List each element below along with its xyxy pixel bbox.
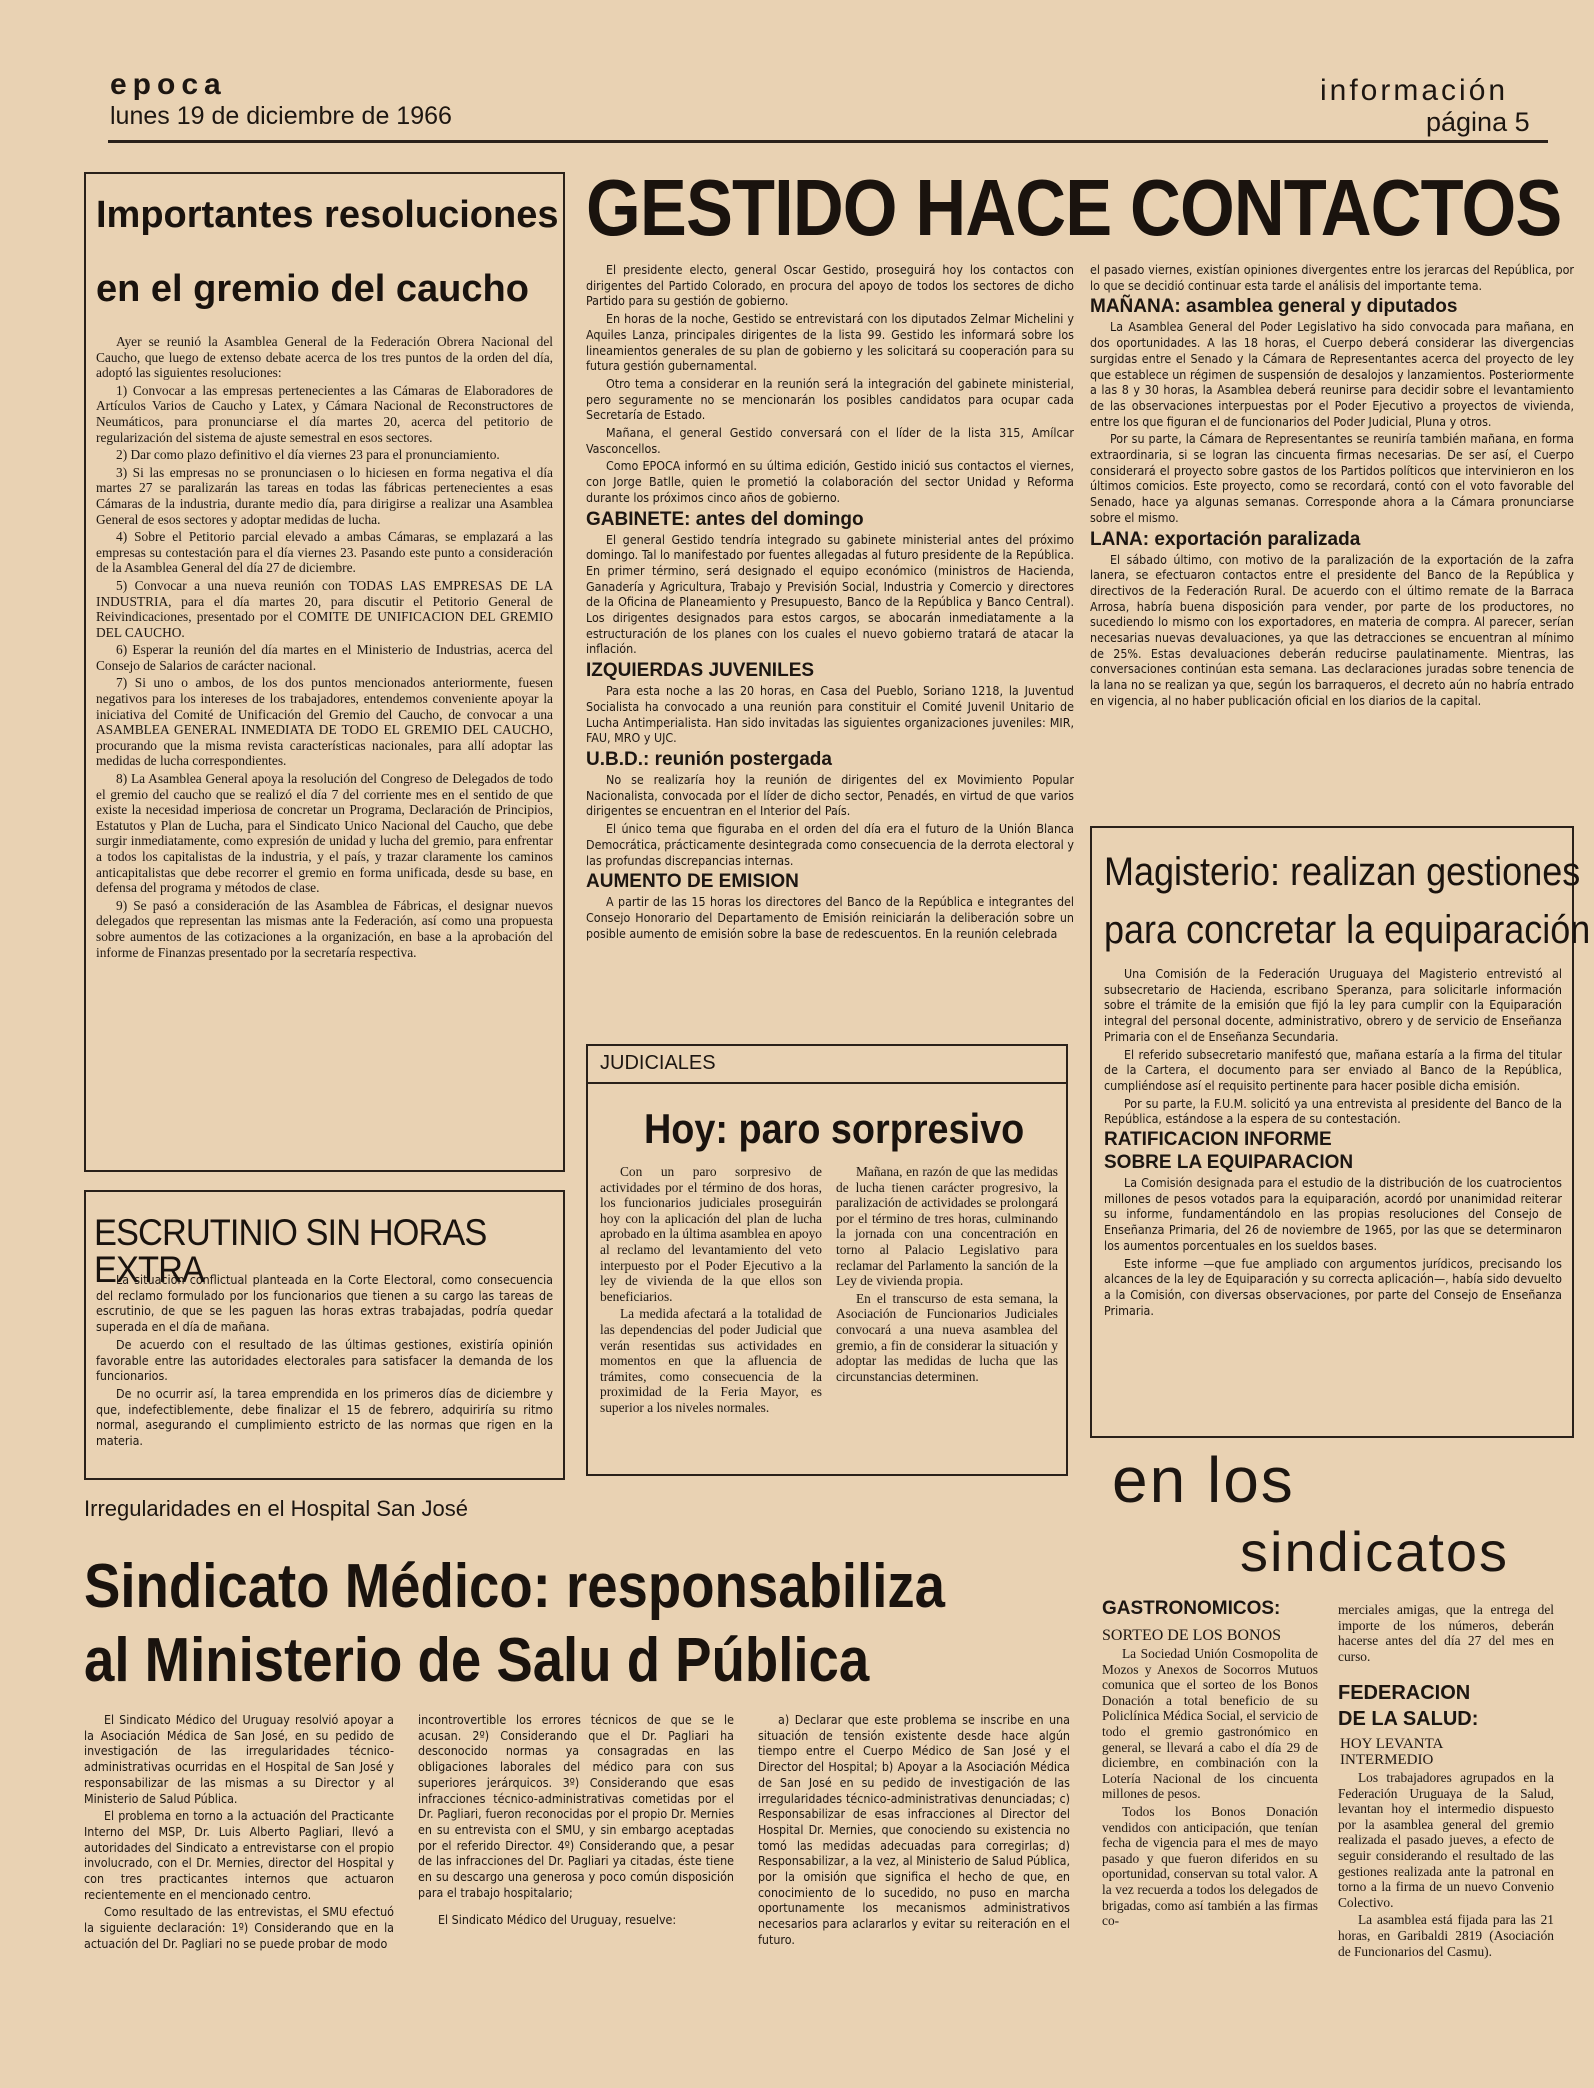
- gestido-subheading: GABINETE: antes del domingo: [586, 508, 864, 530]
- medico-column-3: [758, 1712, 1070, 2052]
- gastronomicos-column-2: [1338, 1602, 1554, 1678]
- medico-paragraph: El problema en torno a la actuación del Practicante Interno del MSP, Dr. Luis Alberto Pagliari, llevó a autoridades del Sindicato a entrevistarse con el propio involucrado, con el Dr. Mernies, director del Hospital y con tres practicantes internos que actuaron recientemente en el mencionado centro.: [84, 1808, 394, 1902]
- gastronomicos-column-1: [1102, 1646, 1318, 2026]
- magisterio-paragraph: El referido subsecretario manifestó que, mañana estaría a la firma del titular de la Cartera, el documento para ser enviado al Banco de la República, cumpliéndose así el requisito pertinente para hacer posible dicha emisión.: [1104, 1046, 1562, 1093]
- gastronomicos-paragraph: La Sociedad Unión Cosmopolita de Mozos y Anexos de Socorros Mutuos comunica que el sorteo de los Bonos Donación a total beneficio de su Policlínica Médica Social, el servicio de todo el gremio gastronómico en general, se llevará a cabo el día 29 de diciembre, en combinación con la Lotería Nacional de los cincuenta millones de pesos.: [1102, 1646, 1318, 1802]
- magisterio-article-box: [1090, 826, 1591, 1438]
- escrutinio-paragraph: La situación conflictual planteada en la Corte Electoral, como consecuencia del reclamo formulado por los funcionarios que tienen a su cargo las tareas de escrutinio, de que se les paguen las horas extras trabajadas, podría quedar superada en el día de mañana.: [96, 1272, 553, 1335]
- issue-date: lunes 19 de diciembre de 1966: [110, 102, 452, 130]
- magisterio-paragraph: Este informe —que fue ampliado con argumentos jurídicos, precisando los alcances de la ley de Equiparación y su correcta aplicación—, había sido devuelto a la Comisión, con diversas observaciones, por parte del Consejo de Enseñanza Primaria.: [1104, 1255, 1562, 1318]
- judiciales-kicker-rule: [588, 1082, 1066, 1084]
- caucho-paragraph: Ayer se reunió la Asamblea General de la Federación Obrera Nacional del Caucho, que luego de extenso debate acerca de los tres puntos de la orden del día, adoptó las siguientes resoluciones:: [96, 334, 553, 381]
- magisterio-body: [1104, 966, 1562, 1431]
- salud-heading-line1: FEDERACION: [1338, 1682, 1471, 1704]
- medico-paragraph: El Sindicato Médico del Uruguay resolvió apoyar a la Asociación Médica de San José, en su pedido de investigación de las irregularidades técnico-administrativas ocurridas en el Hospital de San José y responsabilizar de las mismas a su Director y al Ministerio de Salud Pública.: [84, 1712, 394, 1806]
- sindicatos-title-line1: en los: [1112, 1444, 1295, 1516]
- judiciales-paragraph: Con un paro sorpresivo de actividades por el término de dos horas, los funcionarios judiciales proseguirán hoy con la aplicación del plan de lucha aprobado en la última asamblea en apoyo al reclamo del levantamiento del veto interpuesto por el Poder Ejecutivo a la ley de vivienda de la que ellos son beneficiarios.: [600, 1164, 822, 1304]
- gastronomicos-paragraph: merciales amigas, que la entrega del importe de los números, deberán hacerse antes del día 27 del mes en curso.: [1338, 1602, 1554, 1664]
- medico-column-1: [84, 1712, 394, 2052]
- judiciales-paragraph: La medida afectará a la totalidad de las dependencias del poder Judicial que verán resentidas sus actividades en momentos en que la afluencia de trámites, como consecuencia de la proximidad de la Feria Mayor, es superior a los niveles normales.: [600, 1306, 822, 1415]
- gestido-subheading: LANA: exportación paralizada: [1090, 528, 1361, 550]
- judiciales-paragraph: Mañana, en razón de que las medidas de lucha tienen carácter progresivo, la paralización de actividades se prolongará por el término de tres horas, culminando la jornada con una concentración en torno al Palacio Legislativo para reclamar del Parlamento la sanción de la Ley de vivienda propia.: [836, 1164, 1058, 1289]
- escrutinio-body: [96, 1272, 553, 1477]
- sindicatos-title-line2: sindicatos: [1240, 1520, 1510, 1583]
- judiciales-title: Hoy: paro sorpresivo: [644, 1105, 1025, 1152]
- magisterio-paragraph: Por su parte, la F.U.M. solicitó ya una entrevista al presidente del Banco de la República, estándose a la espera de su contestación.: [1104, 1095, 1562, 1127]
- caucho-paragraph: 8) La Asamblea General apoya la resolución del Congreso de Delegados de todo el gremio del caucho que se realizó el día 7 del corriente mes en el sentido de que existe la necesidad imperiosa de concretar un Programa, Declaración de Principios, Estatutos y Plan de Lucha, para el Sindicato Unico Nacional del Caucho, que debe surgir inmediatamente, como expresión de unidad y lucha del gremio, para enfrentar a todos los capitalistas de la industria, y el país, y trazar claramente los caminos anticapitalistas que debe recorrer el gremio en forma unificada, desde su base, en defensa del programa y métodos de clase.: [96, 771, 553, 896]
- magisterio-subhead-line1: RATIFICACION INFORME: [1104, 1129, 1332, 1151]
- magisterio-title-line1: Magisterio: realizan gestiones: [1104, 850, 1581, 894]
- magisterio-paragraph: La Comisión designada para el estudio de la distribución de los cuatrocientos millones de pesos votados para la equiparación, acordó por unanimidad reiterar su informe, fundamentándolo en las propias resoluciones del Consejo de Enseñanza Primaria, del 26 de noviembre de 1965, por las que se determinaron los aumentos porcentuales en los sueldos bases.: [1104, 1175, 1562, 1253]
- medico-paragraph: a) Declarar que este problema se inscribe en una situación de tensión existente desde hace algún tiempo entre el Cuerpo Médico de San José y el Director del Hospital; b) Apoyar a la Asociación Médica de San José en su pedido de investigación de las irregularidades técnico-administrativas denunciadas; c) Responsabilizar de esas infracciones al Director del Hospital Dr. Mernies, que conociendo su existencia no tomó las medidas adecuadas para corregirlas; d) Responsabilizar, a la vez, al Ministerio de Salud Pública, por la omisión que significa el hecho de que, en conocimiento de lo sucedido, no puso en marcha oportunamente los mecanismos administrativos necesarios para aclararlos y evitar su reiteración en el futuro.: [758, 1712, 1070, 1947]
- caucho-body: [96, 334, 553, 1164]
- gestido-paragraph: El sábado último, con motivo de la paralización de la exportación de la zafra lanera, se efectuaron contactos entre el presidente del Banco de la República y directivos de la Federación Rural. De acuerdo con el último remate de la Barraca Arrosa, habría buena disposición para vender, por parte de los productores, no sucediendo lo mismo con los exportadores, en materia de compra. Al parecer, serían necesarias nuevas devaluaciones, ya que las detracciones se encuentran al mínimo de 25%. Estas devaluaciones deberán reducirse paulatinamente. Mientras, las conversaciones continúan esta semana. Las declaraciones juradas sobre tenencia de la lana no se realizan ya que, según los barraqueros, el decreto aún no habría entrado en vigencia, al no haber publicación oficial en los diarios de la capital.: [1090, 551, 1574, 708]
- medico-paragraph: incontrovertible los errores técnicos de que se le acusan. 2º) Considerando que el Dr. Pagliari ha desconocido normas ya consagradas en las obligaciones laborales del médico para con sus superiores jerárquicos. 3º) Considerando que esas infracciones técnico-administrativas cometidas por el Dr. Pagliari, fueron reconocidas por el propio Dr. Mernies en su entrevista con el SMU, y sin embargo aceptadas por el referido Director. 4º) Considerando que, a pesar de las infracciones del Dr. Pagliari ya citadas, éste tiene en su descargo una generosa y poco común disposición para el trabajo hospitalario;: [418, 1712, 734, 1900]
- gastronomicos-heading: GASTRONOMICOS:: [1102, 1598, 1281, 1619]
- gestido-paragraph: El único tema que figuraba en el orden del día era el futuro de la Unión Blanca Democrática, prácticamente desintegrada como consecuencia de la derrota electoral y las profundas discrepancias internas.: [586, 821, 1074, 868]
- page-number: página 5: [1426, 107, 1530, 137]
- gestido-subheading: MAÑANA: asamblea general y diputados: [1090, 296, 1458, 318]
- gestido-paragraph: Mañana, el general Gestido conversará con el líder de la lista 315, Amílcar Vasconcellos.: [586, 425, 1074, 456]
- gestido-paragraph: el pasado viernes, existían opiniones divergentes entre los jerarcas del República, por lo que se decidió continuar esta tarde el análisis del importante tema.: [1090, 262, 1574, 293]
- salud-subheading-line1: HOY LEVANTA: [1340, 1736, 1444, 1752]
- gestido-paragraph: El general Gestido tendría integrado su gabinete ministerial antes del próximo domingo. Tal lo manifestado por fuentes allegadas al futuro presidente de la República. En primer término, será designado el equipo económico (ministros de Hacienda, Ganadería y Agricultura, Trabajo y Previsión Social, Industria y Comercio y directores de la Oficina de Planeamiento y Presupuesto, Banco de la República y Banco Central). Los dirigentes designados para estos cargos, se abocarán inmediatamente a la estructuración de los planes con los cuales el nuevo gobierno tratará de atacar la inflación.: [586, 531, 1074, 657]
- magisterio-title-line2: para concretar la equiparación: [1104, 908, 1591, 952]
- medico-paragraph: Como resultado de las entrevistas, el SMU efectuó la siguiente declaración: 1º) Considerando que en la actuación del Dr. Pagliari no se puede probar de modo: [84, 1904, 394, 1951]
- judiciales-column-2: [836, 1164, 1058, 1474]
- magisterio-paragraph: Una Comisión de la Federación Uruguaya del Magisterio entrevistó al subsecretario de Hacienda, escribano Speranza, para solicitarle información sobre el trámite de la emisión que fijó la ley para cumplir con la Equiparación integral del personal docente, administrativo, obrero y de servicio de Enseñanza Primaria con el de Enseñanza Secundaria.: [1104, 966, 1562, 1044]
- gestido-subheading: IZQUIERDAS JUVENILES: [586, 660, 815, 682]
- salud-paragraph: La asamblea está fijada para las 21 horas, en Garibaldi 2819 (Asociación de Funcionarios del Casmu).: [1338, 1912, 1554, 1959]
- gestido-subheading: AUMENTO DE EMISION: [586, 871, 799, 893]
- caucho-paragraph: 5) Convocar a una nueva reunión con TODAS LAS EMPRESAS DE LA INDUSTRIA, para el día martes 20, para discutir el Petitorio General de Reivindicaciones, presentado por el COMITE DE UNIFICACION DEL GREMIO DEL CAUCHO.: [96, 577, 553, 640]
- gestido-paragraph: No se realizaría hoy la reunión de dirigentes del ex Movimiento Popular Nacionalista, convocada por el líder de dicho sector, Penadés, en virtud de que varios dirigentes se encuentran en el Interior del País.: [586, 771, 1074, 819]
- gestido-paragraph: El presidente electo, general Oscar Gestido, proseguirá hoy los contactos con dirigentes del Partido Colorado, en procura del apoyo de todos los sectores de dicho Partido para su gestión de gobierno.: [586, 262, 1074, 309]
- gestido-paragraph: A partir de las 15 horas los directores del Banco de la República e integrantes del Consejo Honorario del Departamento de Emisión reiniciarán la deliberación sobre un posible aumento de emisión sobre la base de redescuentos. En la reunión celebrada: [586, 894, 1074, 941]
- gestido-column-1: [586, 262, 1074, 1032]
- medico-kicker: Irregularidades en el Hospital San José: [84, 1496, 469, 1521]
- salud-heading-line2: DE LA SALUD:: [1338, 1708, 1479, 1730]
- magisterio-subhead-line2: SOBRE LA EQUIPARACION: [1104, 1152, 1354, 1174]
- caucho-article-box: [84, 172, 565, 1172]
- newspaper-name: epoca: [110, 68, 227, 101]
- caucho-paragraph: 3) Si las empresas no se pronunciasen o lo hiciesen en forma negativa el día martes 27 se paralizarán las tareas en todas las fábricas pertenecientes a esas Cámaras de la industria, durante medio día, para dirigirse a realizar una Asamblea General de esos sectores y adoptar medidas de lucha.: [96, 464, 553, 527]
- caucho-paragraph: 7) Si uno o ambos, de los dos puntos mencionados anteriormente, fuesen negativos para los intereses de los trabajadores, entendemos conveniente apoyar la iniciativa del Comité de Unificación del Gremio del Caucho, de convocar a una ASAMBLEA GENERAL INMEDIATA DE TODO EL GREMIO DEL CAUCHO, procurando que la misma revista características nacionales, para allí adoptar las medidas de lucha correspondientes.: [96, 675, 553, 769]
- judiciales-paragraph: En el transcurso de esta semana, la Asociación de Funcionarios Judiciales convocará a una nueva asamblea del gremio, a fin de considerar la situación y adoptar las medidas de lucha que las circunstancias determinen.: [836, 1290, 1058, 1384]
- gestido-paragraph: Como EPOCA informó en su última edición, Gestido inició sus contactos el viernes, con Jorge Batlle, quien le prometió la colaboración del sector Unidad y Reforma durante los próximos cinco años de gobierno.: [586, 458, 1074, 505]
- escrutinio-paragraph: De acuerdo con el resultado de las últimas gestiones, existiría opinión favorable entre las autoridades electorales para satisfacer la demanda de los funcionarios.: [96, 1336, 553, 1384]
- gestido-paragraph: Por su parte, la Cámara de Representantes se reuniría también mañana, en forma extraordinaria, si se logran las cincuenta firmas necesarias. De ser así, el Cuerpo considerará el proyecto sobre gastos de los Partidos políticos que intervinieron en los últimos comicios. Este proyecto, como se recordará, contó con el voto favorable del Senado, hace ya algunas semanas. Corresponde ahora a la Cámara pronunciarse sobre el mismo.: [1090, 431, 1574, 525]
- caucho-title-line1: Importantes resoluciones: [96, 194, 559, 236]
- gestido-paragraph: Para esta noche a las 20 horas, en Casa del Pueblo, Soriano 1218, la Juventud Socialista ha convocado a una reunión para constituir el Comité Juvenil Unitario de Lucha Antimperialista. Han sido invitadas las siguientes organizaciones juveniles: MIR, FAU, MRO y UJC.: [586, 683, 1074, 746]
- medico-paragraph: El Sindicato Médico del Uruguay, resuelve:: [438, 1912, 677, 1928]
- masthead-rule: [108, 140, 1548, 143]
- salud-column: [1338, 1770, 1554, 2025]
- gestido-paragraph: Otro tema a considerar en la reunión será la integración del gabinete ministerial, pero seguramente no se mencionarán los posibles candidatos para ocupar cada Secretaría de Estado.: [586, 375, 1074, 423]
- escrutinio-title: ESCRUTINIO SIN HORAS EXTRA: [94, 1212, 487, 1290]
- gastronomicos-paragraph: Todos los Bonos Donación vendidos con anticipación, que tenían fecha de vigencia para el mes de mayo pasado y que fueron diferidos en su oportunidad, conservan su total valor. A la vez recuerda a todos los delegados de brigadas, como así también a las firmas co-: [1102, 1803, 1318, 1929]
- medico-column-2: [418, 1712, 734, 2052]
- judiciales-kicker: JUDICIALES: [600, 1052, 716, 1074]
- salud-paragraph: Los trabajadores agrupados en la Federación Uruguaya de la Salud, levantan hoy el intermedio dispuesto por la asamblea general del gremio realizada el pasado jueves, a efecto de seguir considerando el resultado de las gestiones realizada ante la patronal en torno a la firma de un nuevo Convenio Colectivo.: [1338, 1770, 1554, 1910]
- caucho-title-line2: en el gremio del caucho: [96, 268, 529, 310]
- medico-title-line2: al Ministerio de Salu d Pública: [84, 1626, 870, 1695]
- section-name: información: [1320, 74, 1509, 107]
- caucho-paragraph: 9) Se pasó a consideración de las Asamblea de Fábricas, el designar nuevos delegados que representan las mismas ante la Federación, así como una propuesta sobre aumentos de las cotizaciones a la organización, en base a la aprobación del informe de Finanzas presentado por la secretaría respectiva.: [96, 897, 553, 960]
- caucho-paragraph: 4) Sobre el Petitorio parcial elevado a ambas Cámaras, se emplazará a las empresas su contestación para el día viernes 23. Pasando este punto a consideración de la Asamblea General del día 27 de diciembre.: [96, 529, 553, 576]
- gestido-subheading: U.B.D.: reunión postergada: [586, 748, 832, 770]
- medico-title-line1: Sindicato Médico: responsabiliza: [84, 1552, 946, 1621]
- caucho-paragraph: 1) Convocar a las empresas pertenecientes a las Cámaras de Elaboradores de Artículos Varios de Caucho y Latex, y Cámara Nacional de Reconstructores de Neumáticos, para pronunciarse el día martes 20, acerca del petitorio de regularización del sistema de ajuste semestral en esos sectores.: [96, 382, 553, 445]
- escrutinio-paragraph: De no ocurrir así, la tarea emprendida en los primeros días de diciembre y que, indefectiblemente, debe finalizar el 15 de febrero, adquiriría su ritmo normal, asegurando el cumplimiento estricto de las normas que rigen en la materia.: [96, 1385, 553, 1449]
- gestido-column-2: [1090, 262, 1574, 807]
- judiciales-column-1: [600, 1164, 822, 1474]
- caucho-paragraph: 2) Dar como plazo definitivo el día viernes 23 para el pronunciamiento.: [116, 447, 500, 463]
- judiciales-article-box: [586, 1044, 1068, 1476]
- escrutinio-article-box: [84, 1190, 565, 1480]
- gestido-headline: GESTIDO HACE CONTACTOS: [586, 163, 1562, 252]
- caucho-paragraph: 6) Esperar la reunión del día martes en el Ministerio de Industrias, acerca del Consejo de Salarios de carácter nacional.: [96, 642, 553, 673]
- gestido-paragraph: En horas de la noche, Gestido se entrevistará con los diputados Zelmar Michelini y Aquiles Lanza, principales dirigentes de la lista 99. Gestido les informará sobre los lineamientos generales de su plan de gobierno y les solicitará su cooperación para su futura gestión gubernamental.: [586, 311, 1074, 374]
- gastronomicos-subheading: SORTEO DE LOS BONOS: [1102, 1627, 1282, 1644]
- gestido-paragraph: La Asamblea General del Poder Legislativo ha sido convocada para mañana, en dos oportunidades. A las 18 horas, el Cuerpo deberá considerar las divergencias surgidas entre el Senado y la Cámara de Representantes acerca del proyecto de ley que establece un régimen de suspensión de desalojos y lanzamientos. Posteriormente a las 8 y 30 horas, la Asamblea deberá reunirse para decidir sobre el levantamiento de las observaciones interpuestas por el Poder Ejecutivo a proyectos de vivienda, entre los que figuran el de funcionarios del Poder Judicial, Pluna y otros.: [1090, 319, 1574, 429]
- salud-subheading-line2: INTERMEDIO: [1340, 1752, 1434, 1768]
